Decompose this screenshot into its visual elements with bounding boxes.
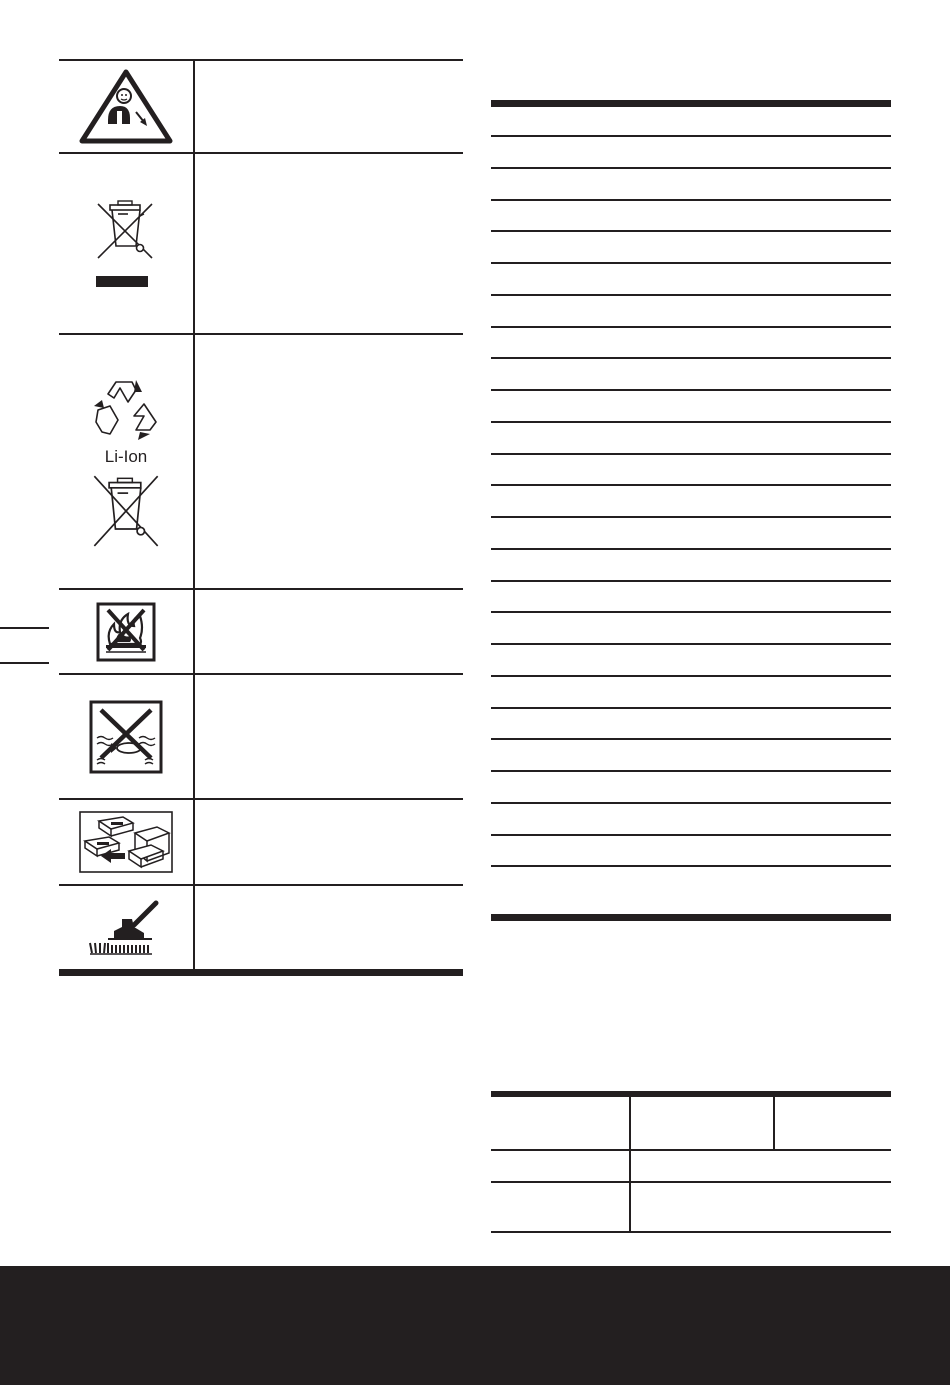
table-bottom-rule — [491, 914, 891, 921]
hedge-trimmer-icon — [86, 899, 166, 957]
table-rule — [491, 1231, 891, 1233]
eye-protection-warning-icon — [78, 68, 174, 144]
table-rule — [491, 738, 891, 740]
side-tab-mark — [0, 627, 49, 629]
table-rule — [491, 865, 891, 867]
spec-table — [491, 100, 891, 922]
table-column-divider — [629, 1091, 631, 1233]
table-column-divider — [773, 1091, 775, 1149]
table-rule — [491, 580, 891, 582]
table-rule — [491, 516, 891, 518]
symbol-cell — [59, 60, 193, 152]
symbol-cell — [59, 335, 193, 588]
table-rule — [491, 770, 891, 772]
weee-crossed-bin-icon — [92, 194, 160, 294]
table-rule — [491, 707, 891, 709]
li-ion-label: Li-Ion — [104, 446, 148, 466]
table-rule — [491, 357, 891, 359]
table-rule — [491, 1181, 891, 1183]
table-rule — [491, 199, 891, 201]
side-tab-mark — [0, 662, 49, 664]
no-fire-icon — [96, 602, 156, 662]
symbol-cell — [59, 154, 193, 333]
small-table — [491, 1091, 891, 1234]
table-rule — [491, 326, 891, 328]
table-rule — [491, 167, 891, 169]
symbol-table — [59, 59, 463, 977]
table-rule — [491, 135, 891, 137]
no-water-disposal-icon — [89, 700, 163, 774]
table-rule — [491, 389, 891, 391]
table-rule — [491, 802, 891, 804]
table-rule — [491, 548, 891, 550]
weee-crossed-bin-icon — [90, 472, 162, 548]
table-bottom-rule — [59, 969, 463, 976]
symbol-cell — [59, 675, 193, 798]
symbol-cell — [59, 800, 193, 884]
symbol-cell — [59, 590, 193, 673]
table-rule — [491, 421, 891, 423]
table-column-divider — [193, 59, 195, 971]
table-rule — [491, 834, 891, 836]
table-top-rule — [491, 100, 891, 107]
symbol-cell — [59, 886, 193, 969]
battery-charger-icon — [79, 811, 173, 873]
table-rule — [491, 1149, 891, 1151]
recycle-icon — [90, 376, 162, 448]
table-top-rule — [491, 1091, 891, 1097]
table-rule — [491, 453, 891, 455]
table-rule — [491, 294, 891, 296]
table-rule — [491, 230, 891, 232]
table-rule — [491, 484, 891, 486]
table-rule — [491, 675, 891, 677]
table-rule — [491, 611, 891, 613]
table-rule — [491, 643, 891, 645]
footer-band — [0, 1266, 950, 1385]
table-rule — [491, 262, 891, 264]
